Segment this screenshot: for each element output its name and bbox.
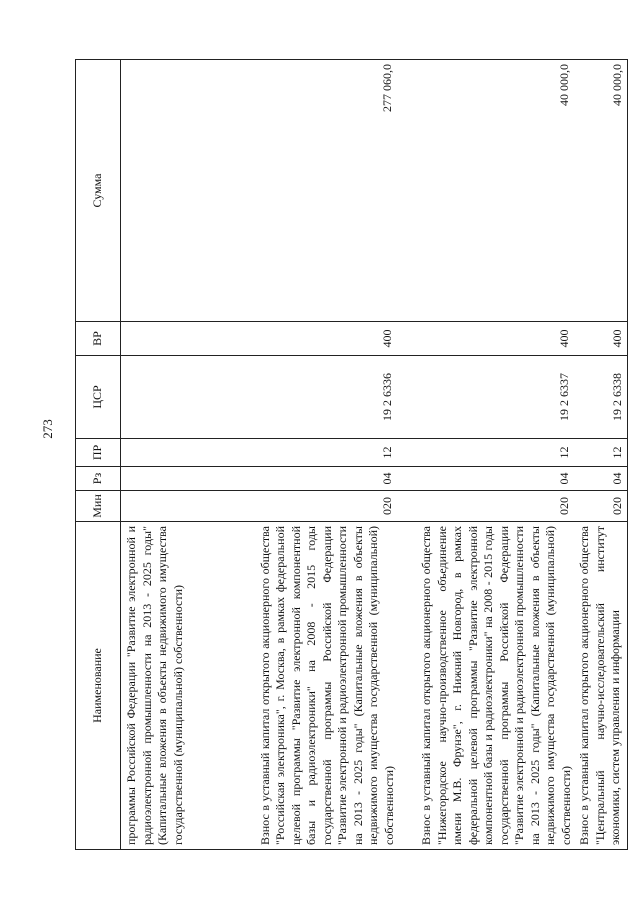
row-csr: 19 2 6338 <box>574 356 628 439</box>
header-vr: ВР <box>76 322 121 356</box>
row-sum <box>121 60 237 322</box>
row-vr: 400 <box>236 322 397 356</box>
header-sum: Сумма <box>76 60 121 322</box>
row-sum: 40 000,0 <box>397 60 574 322</box>
row-vr <box>121 322 237 356</box>
row-rz <box>121 467 237 491</box>
table-row <box>574 60 628 850</box>
budget-table-sheet <box>75 60 624 850</box>
row-pr: 12 <box>236 439 397 467</box>
row-pr: 12 <box>397 439 574 467</box>
header-pr: ПР <box>76 439 121 467</box>
row-rz: 04 <box>397 467 574 491</box>
row-vr: 400 <box>574 322 628 356</box>
row-rz: 04 <box>574 467 628 491</box>
row-name: Взнос в уставный капитал открытого акционерного общества "Центральный научно-исследовательский институт экономики, систем управления и информации <box>574 522 628 850</box>
header-rz: Рз <box>76 467 121 491</box>
row-min: 020 <box>574 491 628 522</box>
table-header-row <box>76 60 121 850</box>
header-csr: ЦСР <box>76 356 121 439</box>
header-min: Мин <box>76 491 121 522</box>
table-row <box>121 60 237 850</box>
row-sum: 277 060,0 <box>236 60 397 322</box>
row-csr <box>121 356 237 439</box>
row-sum: 40 000,0 <box>574 60 628 322</box>
row-name: Взнос в уставный капитал открытого акционерного общества "Нижегородское научно-производственное объединение имени М.В. Фрунзе", г. Нижний Новгород, в рамках федеральной целевой программы "Развитие электронной компонентной базы и радиоэлектроники" на 2008 - 2015 годы государственной программы Российской Федерации "Развитие электронной и радиоэлектронной промышленности на 2013 - 2025 годы" (Капитальные вложения в объекты недвижимого имущества государственной (муниципальной) собственности) <box>397 522 574 850</box>
page-number: 273 <box>40 419 55 439</box>
row-vr: 400 <box>397 322 574 356</box>
table-row <box>236 60 397 850</box>
header-name: Наименование <box>76 522 121 850</box>
row-name: Взнос в уставный капитал открытого акционерного общества "Российская электроника", г. Москва, в рамках федеральной целевой программы "Развитие электронной компонентной базы и радиоэлектроники" на 2008 - 2015 годы государственной программы Российской Федерации "Развитие электронной и радиоэлектронной промышленности на 2013 - 2025 годы" (Капитальные вложения в объекты недвижимого имущества государственной (муниципальной) собственности) <box>236 522 397 850</box>
row-min <box>121 491 237 522</box>
row-csr: 19 2 6337 <box>397 356 574 439</box>
budget-table <box>75 59 628 850</box>
row-min: 020 <box>397 491 574 522</box>
row-pr: 12 <box>574 439 628 467</box>
row-csr: 19 2 6336 <box>236 356 397 439</box>
table-row <box>397 60 574 850</box>
row-pr <box>121 439 237 467</box>
row-name: программы Российской Федерации "Развитие электронной и радиоэлектронной промышленности на 2013 - 2025 годы" (Капитальные вложения в объекты недвижимого имущества государственной (муниципальной) собственности) <box>121 522 237 850</box>
row-min: 020 <box>236 491 397 522</box>
row-rz: 04 <box>236 467 397 491</box>
